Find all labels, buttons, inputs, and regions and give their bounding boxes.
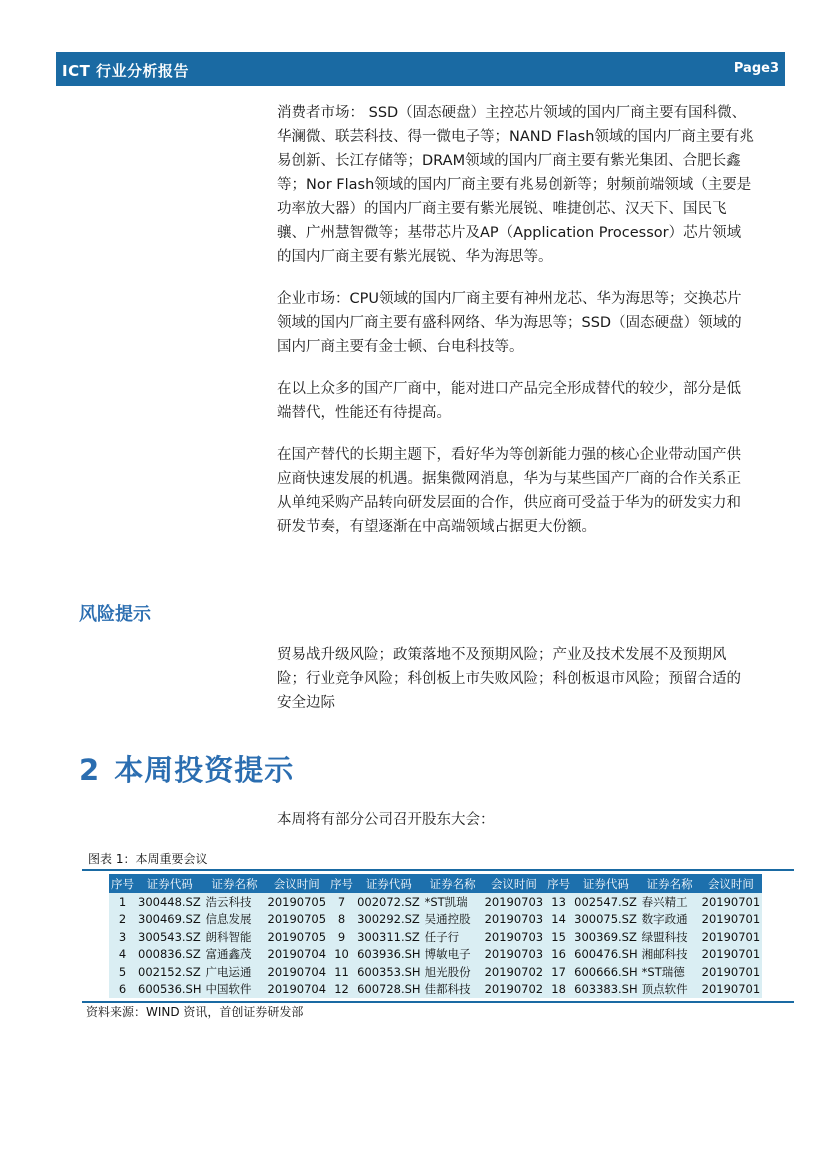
table-cell: 12 <box>328 981 355 999</box>
table-cell: 20190702 <box>484 964 544 979</box>
table-header-cell: 会议时间 <box>483 874 546 893</box>
table-cell: 朗科智能 <box>204 928 266 946</box>
table-cell: 300469.SZ <box>136 911 204 929</box>
table-cell: 20190704 <box>267 982 327 997</box>
table-cell: 300311.SZ <box>355 928 423 946</box>
table-cell: 20190701 <box>701 912 761 927</box>
table-cell: 2 <box>109 911 136 929</box>
table-cell: 300448.SZ <box>136 893 204 911</box>
table-header-cell: 序号 <box>328 874 355 893</box>
paragraph-enterprise: 企业市场：CPU领域的国内厂商主要有神州龙芯、华为海思等；交换芯片领域的国内厂商主要有盛科网络、华为海思等；SSD（固态硬盘）领域的国内厂商主要有金士顿、台电科技等。 <box>277 291 742 355</box>
table-cell: 20190703 <box>484 912 544 927</box>
table-cell: 300543.SZ <box>136 928 204 946</box>
table-cell: 广电运通 <box>204 963 266 981</box>
table-cell: 9 <box>328 928 355 946</box>
table-cell: 绿盟科技 <box>640 928 700 946</box>
section-number: 2 <box>79 753 101 787</box>
table-cell: 002152.SZ <box>136 963 204 981</box>
risk-text: 贸易战升级风险；政策落地不及预期风险；产业及技术发展不及预期风险；行业竞争风险；科创板上市失败风险；科创板退市风险；预留合适的安全边际 <box>277 647 741 711</box>
table-cell: 14 <box>545 911 572 929</box>
table-row <box>109 946 762 964</box>
table-row <box>109 981 762 999</box>
paragraph-outlook: 在国产替代的长期主题下，看好华为等创新能力强的核心企业带动国产供应商快速发展的机遇。据集微网消息，华为与某些国产厂商的合作关系正从单纯采购产品转向研发层面的合作，供应商可受益于华为的研发实力和研发节奏，有望逐渐在中高端领域占据更大份额。 <box>277 447 741 535</box>
table-cell: 20190701 <box>701 929 761 944</box>
table-cell: 任子行 <box>423 928 483 946</box>
table-cell: 3 <box>109 928 136 946</box>
table-header-cell: 证券代码 <box>136 874 204 893</box>
figure-title: 图表 1：本周重要会议 <box>88 852 208 866</box>
table-cell: 20190701 <box>701 964 761 979</box>
page-number: Page3 <box>733 61 779 76</box>
table-cell: 吴通控股 <box>423 911 483 929</box>
table-cell: 春兴精工 <box>640 893 700 911</box>
table-cell: 6 <box>109 981 136 999</box>
table-cell: 1 <box>109 893 136 911</box>
table-cell: 20190703 <box>484 947 544 962</box>
table-header-cell: 序号 <box>545 874 572 893</box>
table-cell: 002547.SZ <box>572 893 640 911</box>
table-cell: 湘邮科技 <box>640 946 700 964</box>
table-cell: 20190701 <box>701 894 761 909</box>
table-header-cell: 证券代码 <box>572 874 640 893</box>
paragraph-consumer: 消费者市场： SSD（固态硬盘）主控芯片领域的国内厂商主要有国科微、华澜微、联芸科技、得一微电子等；NAND Flash领域的国内厂商主要有兆易创新、长江存储等；DRAM领域的国内厂商主要有紫光集团、合肥长鑫等；Nor Flash领域的国内厂商主要有兆易创新等；射频前端领域（主要是功率放大器）的国内厂商主要有紫光展锐、唯捷创芯、汉天下、国民飞骧、广州慧智微等；基带芯片及AP（Application Processor）芯片领域的国内厂商主要有紫光展锐、华为海思等。 <box>277 105 754 265</box>
table-cell: 旭光股份 <box>423 963 483 981</box>
table-cell: 603936.SH <box>357 947 421 962</box>
section-intro: 本周将有部分公司召开股东大会： <box>277 812 495 828</box>
table-cell: 5 <box>109 963 136 981</box>
table-header-cell: 证券名称 <box>640 874 700 893</box>
table-cell: *ST瑞德 <box>640 963 700 981</box>
table-cell: 8 <box>328 911 355 929</box>
table-cell: 浩云科技 <box>204 893 266 911</box>
table-cell: 13 <box>545 893 572 911</box>
table-cell: 300075.SZ <box>572 911 640 929</box>
table-header-cell: 会议时间 <box>266 874 329 893</box>
report-title: ICT 行业分析报告 <box>62 62 190 80</box>
table-cell: 20190705 <box>267 912 327 927</box>
table-cell: 20190705 <box>267 894 327 909</box>
table-cell: 20190704 <box>267 947 327 962</box>
table-cell: 数字政通 <box>640 911 700 929</box>
table-cell: 顶点软件 <box>640 981 700 999</box>
risk-heading: 风险提示 <box>79 604 151 625</box>
table-cell: 4 <box>109 946 136 964</box>
table-header-cell: 序号 <box>109 874 136 893</box>
table-cell: 20190704 <box>267 964 327 979</box>
table-cell: 中国软件 <box>204 981 266 999</box>
table-cell: 600476.SH <box>574 947 638 962</box>
table-cell: 11 <box>328 963 355 981</box>
table-cell: 10 <box>328 946 355 964</box>
data-source: 资料来源：WIND 资讯，首创证券研发部 <box>86 1005 304 1019</box>
risk-body <box>277 643 755 733</box>
table-cell: 300369.SZ <box>572 928 640 946</box>
table-cell: 16 <box>545 946 572 964</box>
table-cell: 17 <box>545 963 572 981</box>
table-header-cell: 证券名称 <box>204 874 266 893</box>
table-cell: 20190702 <box>484 982 544 997</box>
table-row <box>109 963 762 981</box>
section-title: 本周投资提示 <box>114 753 295 787</box>
table-cell: 20190701 <box>701 947 761 962</box>
table-cell: 7 <box>328 893 355 911</box>
table-row <box>109 911 762 929</box>
table-cell: 博敏电子 <box>423 946 483 964</box>
table-cell: 300292.SZ <box>355 911 423 929</box>
table-cell: *ST凯瑞 <box>423 893 483 911</box>
meeting-table <box>109 874 762 998</box>
body-text <box>277 101 755 557</box>
table-cell: 600666.SH <box>574 964 638 979</box>
table-cell: 20190705 <box>267 929 327 944</box>
table-cell: 20190703 <box>484 929 544 944</box>
table-row <box>109 928 762 946</box>
table-cell: 富通鑫茂 <box>204 946 266 964</box>
table-cell: 20190701 <box>701 982 761 997</box>
table-cell: 信息发展 <box>204 911 266 929</box>
table-cell: 600353.SH <box>357 964 421 979</box>
table-cell: 600536.SH <box>138 982 202 997</box>
meeting-table-wrap <box>82 869 794 1003</box>
table-header-cell: 证券代码 <box>355 874 423 893</box>
table-cell: 20190703 <box>484 894 544 909</box>
table-cell: 18 <box>545 981 572 999</box>
table-header-cell: 证券名称 <box>423 874 483 893</box>
table-cell: 佳都科技 <box>423 981 483 999</box>
table-cell: 002072.SZ <box>355 893 423 911</box>
section-heading <box>79 748 294 789</box>
table-cell: 603383.SH <box>574 982 638 997</box>
paragraph-substitution: 在以上众多的国产厂商中，能对进口产品完全形成替代的较少，部分是低端替代，性能还有待提高。 <box>277 381 741 421</box>
page-header <box>56 52 785 86</box>
table-header-row <box>109 874 762 893</box>
table-row <box>109 893 762 911</box>
table-cell: 15 <box>545 928 572 946</box>
table-header-cell: 会议时间 <box>700 874 763 893</box>
table-cell: 600728.SH <box>357 982 421 997</box>
table-cell: 000836.SZ <box>136 946 204 964</box>
